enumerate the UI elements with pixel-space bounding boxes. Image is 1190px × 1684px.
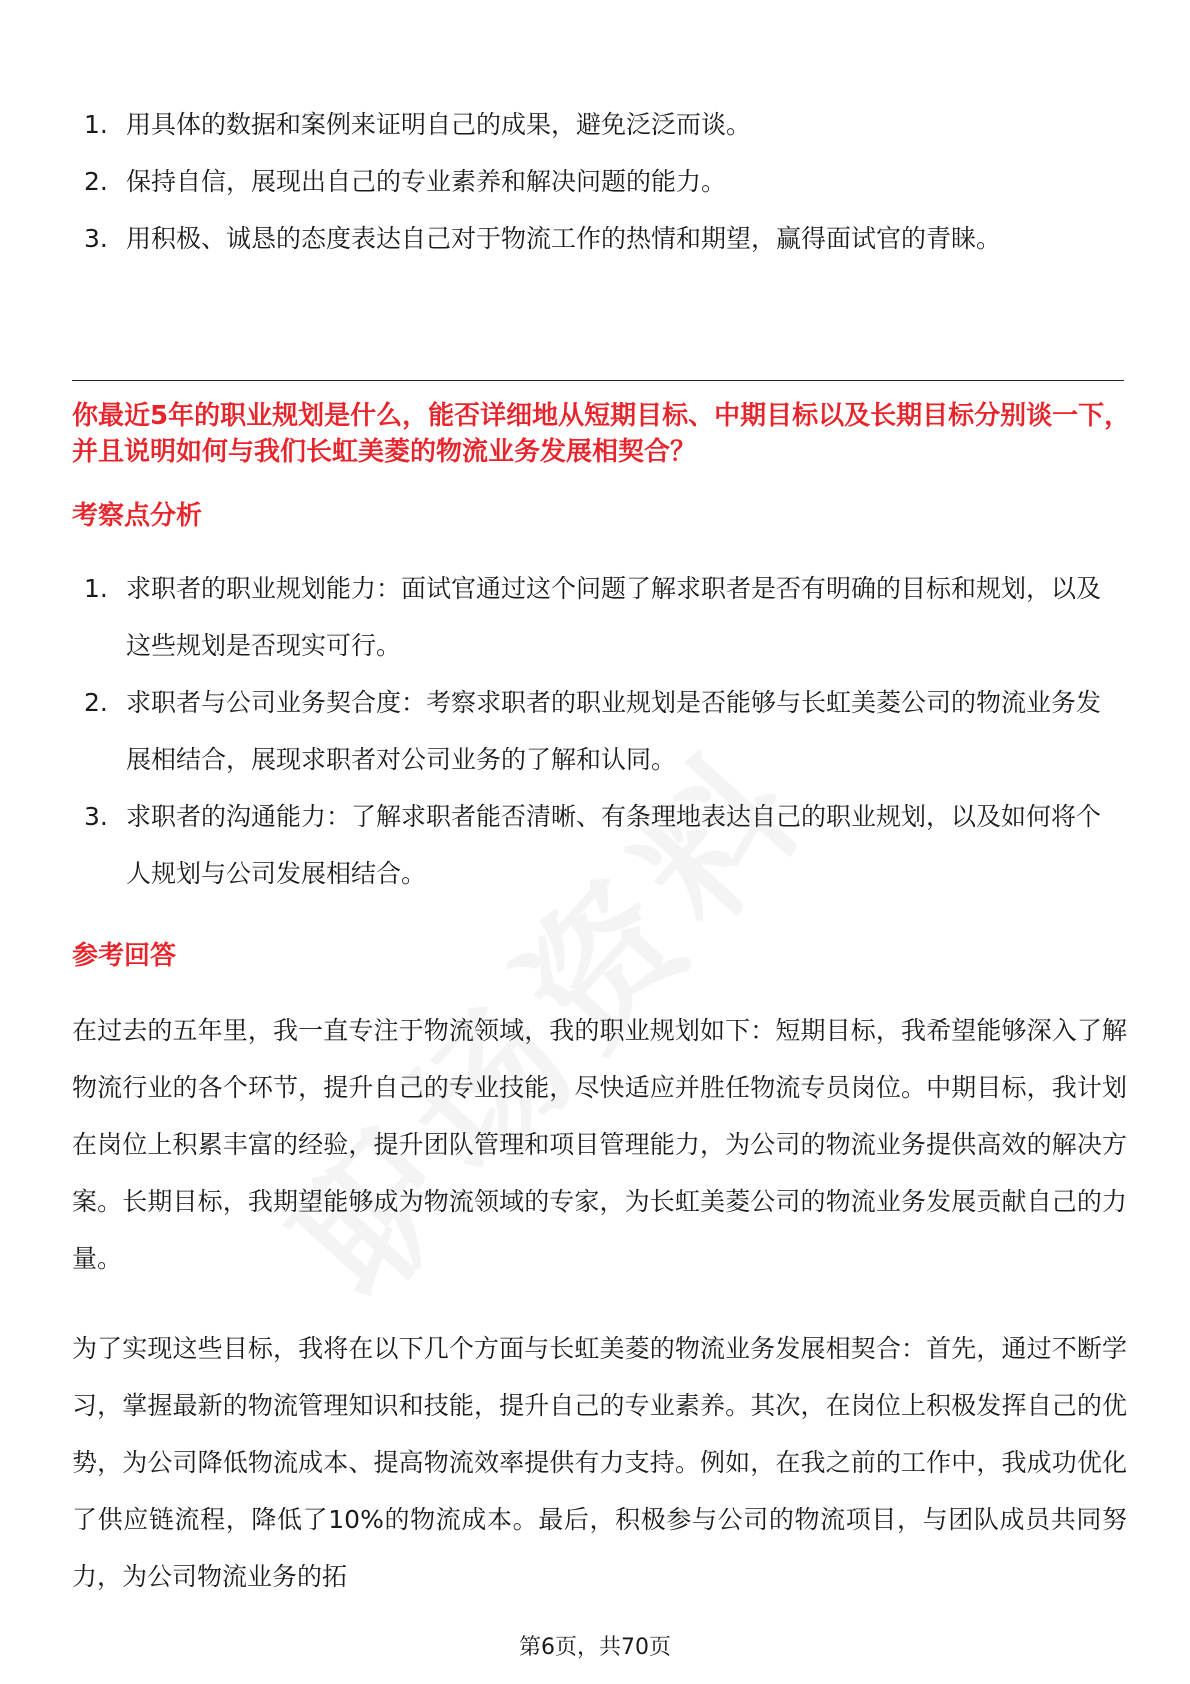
list-item bbox=[84, 788, 1124, 902]
list-number: 3. bbox=[84, 802, 108, 831]
list-item bbox=[84, 560, 1124, 674]
answer-paragraph: 为了实现这些目标，我将在以下几个方面与长虹美菱的物流业务发展相契合：首先，通过不断学习，掌握最新的物流管理知识和技能，提升自己的专业素养。其次，在岗位上积极发挥自己的优势，为公司降低物流成本、提高物流效率提供有力支持。例如，在我之前的工作中，我成功优化了供应链流程，降低了10%的物流成本。最后，积极参与公司的物流项目，与团队成员共同努力，为公司物流业务的拓 bbox=[72, 1334, 1127, 1591]
answer-title: 参考回答 bbox=[72, 941, 177, 971]
list-text: 求职者的职业规划能力：面试官通过这个问题了解求职者是否有明确的目标和规划，以及这些规划是否现实可行。 bbox=[126, 574, 1102, 660]
list-text: 用积极、诚恳的态度表达自己对于物流工作的热情和期望，赢得面试官的青睐。 bbox=[126, 224, 1002, 253]
list-text: 求职者与公司业务契合度：考察求职者的职业规划是否能够与长虹美菱公司的物流业务发展相结合，展现求职者对公司业务的了解和认同。 bbox=[126, 688, 1102, 774]
list-item bbox=[84, 153, 1124, 210]
list-item bbox=[84, 96, 1124, 153]
list-item bbox=[84, 674, 1124, 788]
list-number: 2. bbox=[84, 688, 108, 717]
list-text: 保持自信，展现出自己的专业素养和解决问题的能力。 bbox=[126, 167, 727, 196]
tips-list bbox=[84, 96, 1124, 267]
page-number: 第6页，共70页 bbox=[519, 1635, 671, 1660]
section-divider bbox=[72, 380, 1124, 381]
list-number: 1. bbox=[84, 110, 108, 139]
analysis-title: 考察点分析 bbox=[72, 501, 203, 531]
list-number: 3. bbox=[84, 224, 108, 253]
analysis-list bbox=[84, 560, 1124, 902]
list-number: 2. bbox=[84, 167, 108, 196]
question-heading: 你最近5年的职业规划是什么，能否详细地从短期目标、中期目标以及长期目标分别谈一下，并且说明如何与我们长虹美菱的物流业务发展相契合？ bbox=[72, 401, 1131, 467]
list-number: 1. bbox=[84, 574, 108, 603]
answer-paragraph: 在过去的五年里，我一直专注于物流领域，我的职业规划如下：短期目标，我希望能够深入了解物流行业的各个环节，提升自己的专业技能，尽快适应并胜任物流专员岗位。中期目标，我计划在岗位上积累丰富的经验，提升团队管理和项目管理能力，为公司的物流业务提供高效的解决方案。长期目标，我期望能够成为物流领域的专家，为长虹美菱公司的物流业务发展贡献自己的力量。 bbox=[72, 1016, 1127, 1273]
list-item bbox=[84, 210, 1124, 267]
list-text: 求职者的沟通能力：了解求职者能否清晰、有条理地表达自己的职业规划，以及如何将个人规划与公司发展相结合。 bbox=[126, 802, 1102, 888]
list-text: 用具体的数据和案例来证明自己的成果，避免泛泛而谈。 bbox=[126, 110, 752, 139]
